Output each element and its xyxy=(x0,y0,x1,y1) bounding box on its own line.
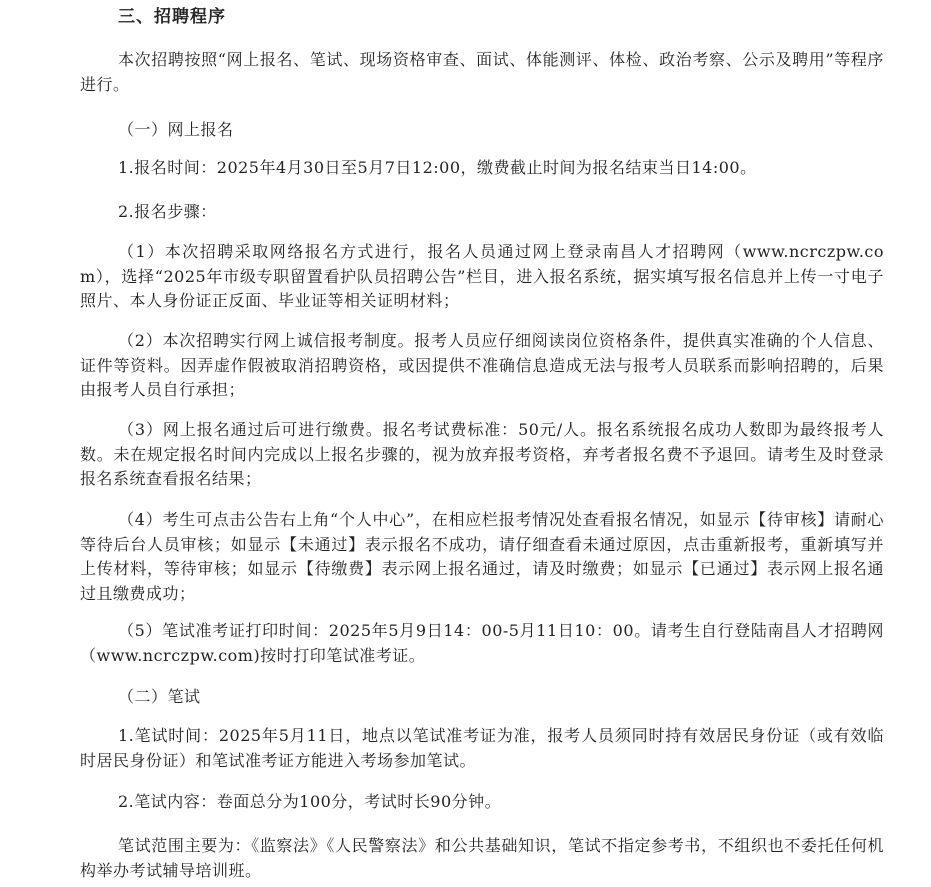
written-exam-title: （二）笔试 xyxy=(118,687,201,706)
registration-step-4: （4）考生可点击公告右上角“个人中心”，在相应栏报考情况处查看报名情况，如显示【待审核】请耐心等待后台人员审核；如显示【未通过】表示报名不成功，请仔细查看未通过原因，点击重新报考，重新填写并上传材料，等待审核；如显示【待缴费】表示网上报名通过，请及时缴费；如显示【已通过】表示网上报名通过且缴费成功； xyxy=(80,510,884,603)
written-exam-content: 2.笔试内容：卷面总分为100分，考试时长90分钟。 xyxy=(118,792,502,811)
registration-step-5: （5）笔试准考证打印时间：2025年5月9日14：00-5月11日10：00。请考生自行登陆南昌人才招聘网（www.ncrczpw.com)按时打印笔试准考证。 xyxy=(80,621,884,665)
section-heading: 三、招聘程序 xyxy=(118,7,226,27)
registration-steps-title: 2.报名步骤： xyxy=(118,202,217,221)
online-registration-title: （一）网上报名 xyxy=(118,120,234,139)
registration-time: 1.报名时间：2025年4月30日至5月7日12:00，缴费截止时间为报名结束当日14:00。 xyxy=(118,158,757,177)
written-exam-scope: 笔试范围主要为：《监察法》《人民警察法》和公共基础知识，笔试不指定参考书，不组织也不委托任何机构举办考试辅导培训班。 xyxy=(80,836,884,880)
written-exam-time: 1.笔试时间：2025年5月11日，地点以笔试准考证为准，报考人员须同时持有效居民身份证（或有效临时居民身份证）和笔试准考证方能进入考场参加笔试。 xyxy=(80,726,884,770)
registration-step-2: （2）本次招聘实行网上诚信报考制度。报考人员应仔细阅读岗位资格条件，提供真实准确的个人信息、证件等资料。因弄虚作假被取消招聘资格，或因提供不准确信息造成无法与报考人员联系而影响招聘的，后果由报考人员自行承担； xyxy=(80,331,884,399)
registration-step-1: （1）本次招聘采取网络报名方式进行，报名人员通过网上登录南昌人才招聘网（www.ncrczpw.com），选择“2025年市级专职留置看护队员招聘公告”栏目，进入报名系统，据实填写报名信息并上传一寸电子照片、本人身份证正反面、毕业证等相关证明材料； xyxy=(80,242,884,310)
registration-step-3: （3）网上报名通过后可进行缴费。报名考试费标准：50元/人。报名系统报名成功人数即为最终报考人数。未在规定报名时间内完成以上报名步骤的，视为放弃报考资格，弃考者报名费不予退回。请考生及时登录报名系统查看报名结果； xyxy=(80,420,884,488)
intro-paragraph: 本次招聘按照“网上报名、笔试、现场资格审查、面试、体能测评、体检、政治考察、公示及聘用”等程序进行。 xyxy=(80,50,884,94)
